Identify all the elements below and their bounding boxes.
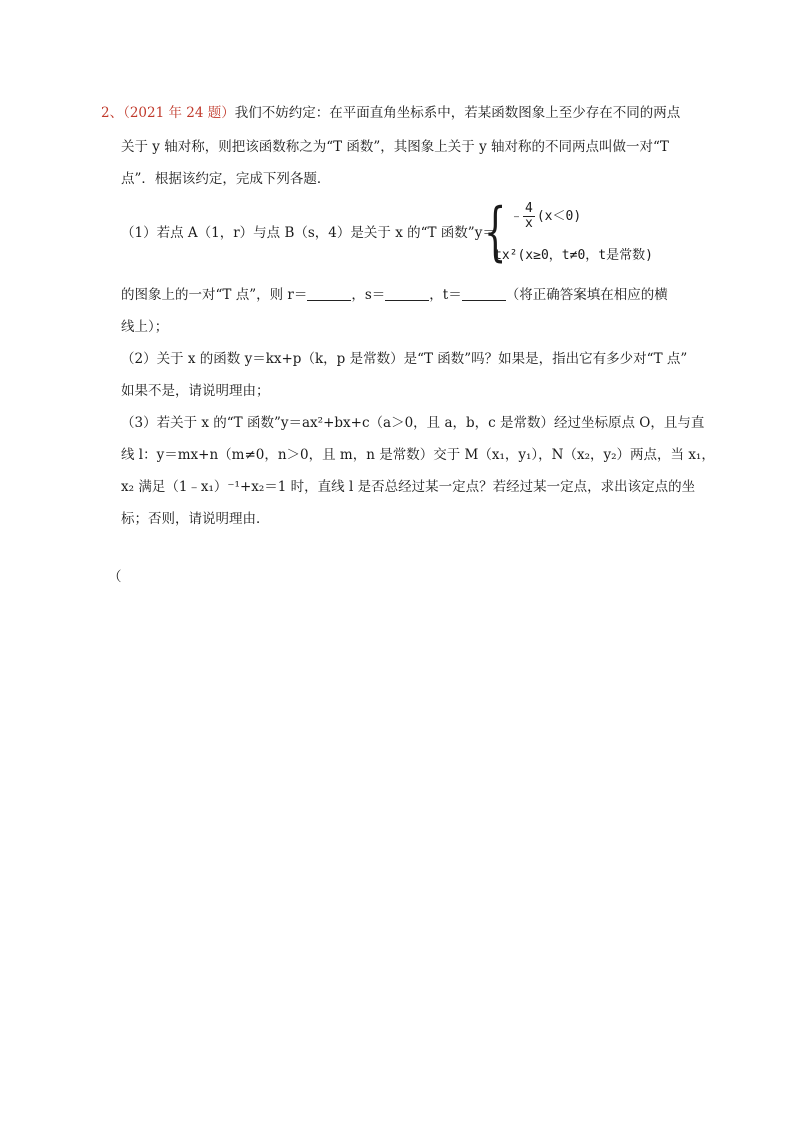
question-3-line-1: （3）若关于 x 的“T 函数”y＝ax²+bx+c（a＞0，且 a，b，c 是常数）经过坐标原点 O，且与直 [121, 415, 705, 431]
brace-symbol: { [484, 195, 507, 269]
question-2-line-1: （2）关于 x 的函数 y＝kx+p（k，p 是常数）是“T 函数”吗？如果是，指出它有多少对“T 点” [121, 351, 688, 367]
question-3-line-4: 标；否则，请说明理由． [121, 511, 270, 527]
question-3-line-2: 线 l：y＝mx+n（m≠0，n＞0，且 m，n 是常数）交于 M（x₁，y₁），N（x₂，y₂）两点，当 x₁， [121, 447, 715, 463]
question-1-line-1: （1）若点 A（1，r）与点 B（s，4）是关于 x 的“T 函数”y＝ [121, 225, 496, 241]
question-1-line-3: 线上）； [121, 319, 169, 335]
problem-number: 2 [101, 105, 110, 121]
problem-heading [101, 104, 680, 122]
question-2-line-2: 如果不是，请说明理由； [121, 383, 270, 399]
intro-line-2: 关于 y 轴对称，则把该函数称之为“T 函数”，其图象上关于 y 轴对称的不同两点叫做一对“T [121, 139, 669, 155]
question-3-line-3: x₂ 满足（1﹣x₁）⁻¹+x₂＝1 时，直线 l 是否总经过某一定点？若经过某一定点，求出该定点的坐 [121, 479, 696, 495]
piecewise-case-2: tx²(x≥0，t≠0，t是常数) [494, 248, 653, 263]
problem-source: 、（2021 年 24 题） [109, 105, 235, 121]
answer-blank-r[interactable] [307, 288, 351, 301]
answer-blank-s[interactable] [385, 288, 429, 301]
question-1-line-2: 的图象上的一对“T 点”，则 r＝ ，s＝ ，t＝ （将正确答案填在相应的横 [121, 287, 668, 303]
fraction: $\frac{4}{x}$ [525, 201, 533, 231]
piecewise-case-1: ﹣ $\frac{4}{x}$ (x＜0) [510, 201, 582, 231]
intro-line-1: 我们不妨约定：在平面直角坐标系中，若某函数图象上至少存在不同的两点 [234, 105, 681, 121]
intro-line-3: 点”．根据该约定，完成下列各题． [121, 171, 331, 187]
stray-mark: （ [108, 569, 122, 585]
answer-blank-t[interactable] [462, 288, 506, 301]
piecewise-function [484, 195, 704, 269]
